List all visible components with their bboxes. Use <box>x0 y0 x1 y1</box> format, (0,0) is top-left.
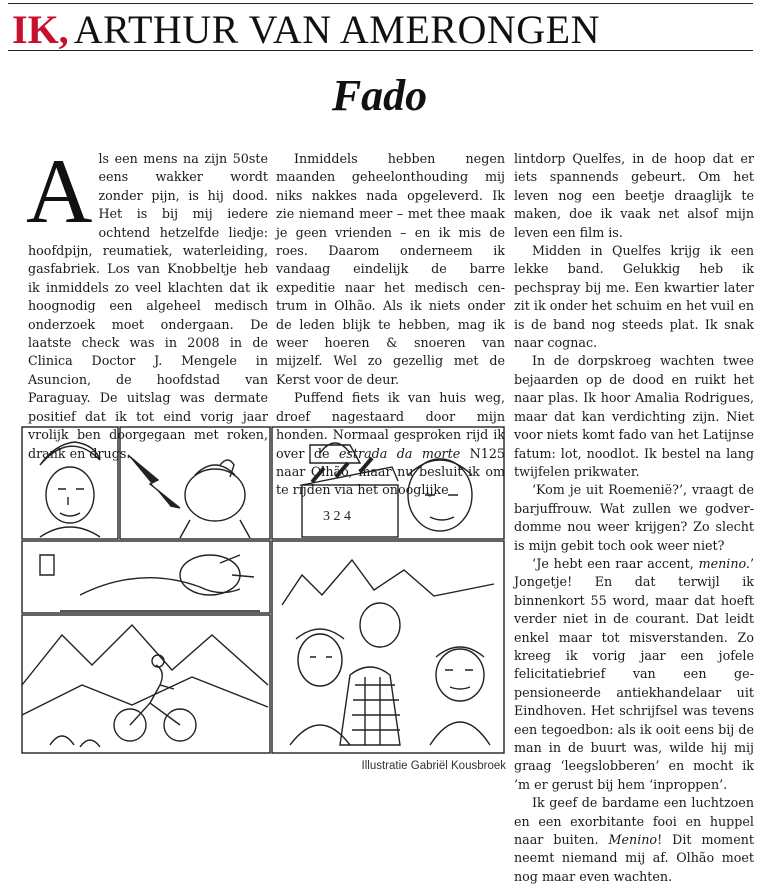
comic-illustration <box>20 425 506 755</box>
paragraph-text: Puffend fiets ik van huis weg, droef nagestaard door mijn honden. Normaal gesproken rijd ik over de <box>276 390 505 461</box>
paragraph: lintdorp Quelfes, in de hoop dat er iets spannends gebeurt. Om het leven nog een beetje draaglijk te maken, doe ik vaak net alsof mijn leven een film is. <box>514 151 754 240</box>
paragraph: In de dorpskroeg wachten twee bejaarden op de dood en ruikt het naar plas. Ik hoor Amalia Rodrigues, maar dat kan verdichting zijn. Niet voor niets komt fado van het Latijnse fatum: lot, noodlot. Ik bestel na lang twijfelen prikwater. <box>514 353 754 479</box>
panel-lightning <box>120 427 270 539</box>
paragraph <box>514 794 754 886</box>
paragraph-text: ‘Je hebt een raar accent, <box>532 555 699 571</box>
emphasis: menino. <box>698 555 750 571</box>
column-kicker: IK, <box>12 7 69 52</box>
article-title: Fado <box>331 71 428 120</box>
clapper-text: 3 2 4 <box>323 509 351 524</box>
paragraph: ‘Kom je uit Roemenië?’, vraagt de barjuffrouw. Wat zullen we godverdomme nou weer krijgen? Zo slecht is mijn gebit toch ook weer niet? <box>514 482 754 553</box>
emphasis: Menino <box>608 832 658 848</box>
paragraph-text: Ik geef de bardame een luchtzoen en een exorbitante fooi en huppel naar buiten. <box>514 795 754 848</box>
paragraph: Midden in Quelfes krijg ik een lekke band. Gelukkig heb ik pechspray bij me. Een kwartier later zit ik onder het schuim en het vuil en is de band nog steeds plat. Ik snak naar cognac. <box>514 243 754 351</box>
author-name: ARTHUR VAN AMERONGEN <box>73 7 600 52</box>
paragraph <box>514 555 754 794</box>
column-header <box>12 6 754 52</box>
panel-sleeping-man <box>22 541 270 613</box>
panel-bar-scene <box>272 541 504 753</box>
panel-clapperboard <box>272 427 504 539</box>
paragraph <box>26 140 268 463</box>
emphasis: estrada da morte <box>338 445 461 461</box>
paragraph-text: ! Dit moment neemt niemand mij af. Olhão moet nog maar even wachten. <box>514 832 754 884</box>
checked-shirt-figure <box>340 667 400 745</box>
paragraph: Inmiddels hebben negen maanden geheelonthouding mij niks nakkes nada opgeleverd. Ik zie niemand meer – met thee maak je geen vrienden – en ik mis de roes. Daarom onderneem ik vandaag eindelijk de barre expeditie naar het medisch centrum in Olhão. Als ik niets onder de leden blijk te hebben, mag ik weer hoeren & snoeren van mijzelf. Wel zo gezellig met de Kerst voor de deur. <box>276 151 505 387</box>
paragraph-text: ’ Jongetje! En dat terwijl ik binnenkort 55 word, maar dat hoeft verder niet in de courant. Dat leidt enkel maar tot misverstanden. Zo kreeg ik vorig jaar een jofele felicitatiebrief van een gepensioneerde antiekhandelaar uit Eindhoven. Het schrijfsel was tevens een tegoedbon: als ik ooit eens bij de man in de buurt was, wilde hij mij graag ‘leegslobberen’ en mocht ik ’m er gerust bij hem ‘inproppen’. <box>514 555 754 792</box>
text-column-3 <box>514 150 754 886</box>
top-rule <box>8 3 753 4</box>
drop-cap: A <box>26 140 93 242</box>
panel-turban-man <box>22 427 118 539</box>
text-column-1 <box>26 140 268 463</box>
paragraph-text: ls een mens na zijn 50ste eens wakker wordt zonder pijn, is hij dood. Het is bij mij iedere ochtend hetzelfde liedje: hoofdpijn, reumatiek, waterleiding, gasfabriek. Los van Knobbeltje heb ik inmiddels zo veel klachten dat ik hoognodig een algeheel medisch onderzoek moet ondergaan. De laatste check was in 2008 in de Clinica Doctor J. Mengele in Asuncion, de hoofdstad van Paraguay. De uitslag was dermate positief dat ik tot eind vorig jaar vrolijk ben doorgegaan met roken, drank en drugs. <box>28 151 268 461</box>
illustration-credit: Illustratie Gabriël Kousbroek <box>361 760 506 772</box>
header-rule <box>8 50 753 51</box>
panel-cyclist <box>22 615 270 753</box>
paragraph-text: N125 naar Olhão, maar nu besluit ik om te rijden via het onooglijke <box>276 445 505 498</box>
